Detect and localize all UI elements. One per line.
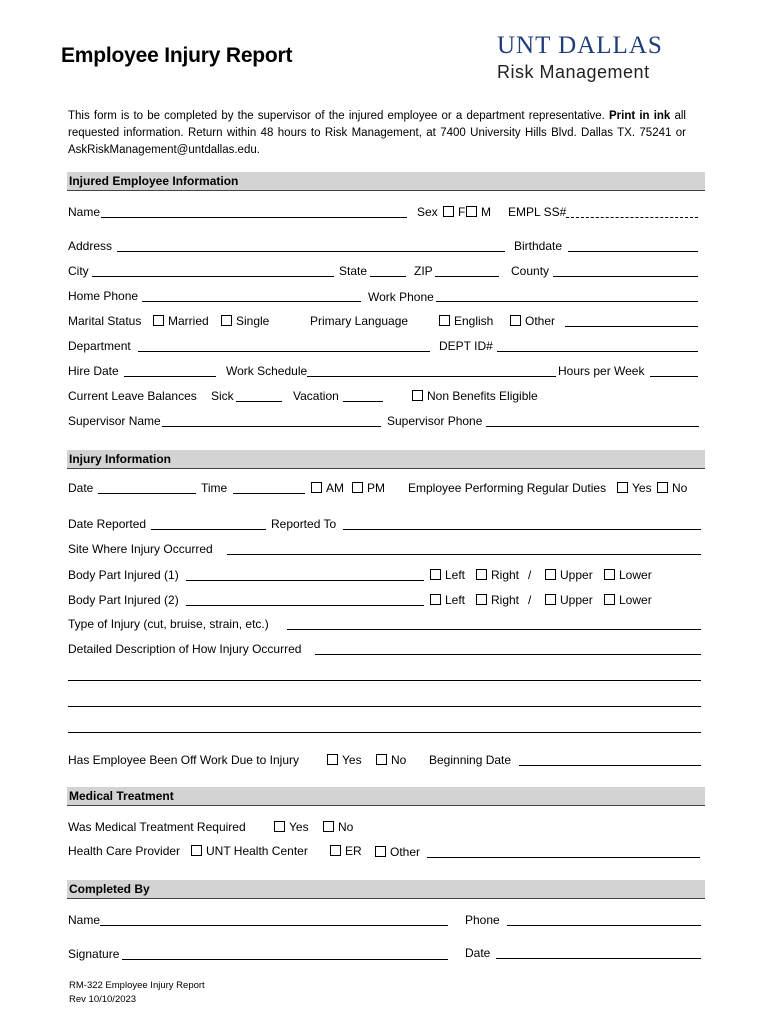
medical-no-checkbox[interactable] [323,821,334,832]
dept-id-label: DEPT ID# [439,339,493,353]
body-part-2-right-checkbox[interactable] [476,594,487,605]
page-title: Employee Injury Report [61,44,293,67]
body-part-1-lower-checkbox[interactable] [604,569,615,580]
description-field-line-1[interactable] [315,654,701,655]
date-reported-label: Date Reported [68,517,147,531]
beginning-date-field[interactable] [519,765,701,766]
injury-site-field[interactable] [227,554,701,555]
empl-ss-field[interactable] [566,217,698,218]
sex-m-checkbox[interactable] [466,206,477,217]
body-part-1-field[interactable] [186,580,424,581]
state-label: State [339,264,368,278]
home-phone-field[interactable] [142,301,361,302]
primary-language-label: Primary Language [310,314,409,328]
date-reported-field[interactable] [151,529,266,530]
injury-time-label: Time [201,481,228,495]
body-part-2-upper-checkbox[interactable] [545,594,556,605]
revision-date: Rev 10/10/2023 [69,994,137,1005]
department-field[interactable] [138,351,430,352]
supervisor-phone-field[interactable] [486,426,699,427]
body-part-1-right-checkbox[interactable] [476,569,487,580]
english-checkbox[interactable] [439,315,450,326]
injury-date-label: Date [68,481,94,495]
work-schedule-field[interactable] [307,376,556,377]
off-work-yes-checkbox[interactable] [327,754,338,765]
name-field[interactable] [101,217,407,218]
regular-duties-no-checkbox[interactable] [657,482,668,493]
completed-name-label: Name [68,913,101,927]
reported-to-label: Reported To [271,517,337,531]
marital-status-label: Marital Status [68,314,142,328]
body-part-1-upper-checkbox[interactable] [545,569,556,580]
completed-phone-label: Phone [465,913,500,927]
home-phone-label: Home Phone [68,289,139,303]
body-part-2-left-checkbox[interactable] [430,594,441,605]
supervisor-phone-label: Supervisor Phone [387,414,483,428]
single-checkbox[interactable] [221,315,232,326]
off-work-label: Has Employee Been Off Work Due to Injury [68,753,299,767]
name-label: Name [68,205,101,219]
sick-label: Sick [211,389,234,403]
section-completed-by: Completed By [67,880,705,899]
description-field-line-2[interactable] [68,680,701,681]
county-field[interactable] [553,276,698,277]
logo-unt-dallas: UNT DALLAS [497,32,663,59]
dept-id-field[interactable] [497,351,698,352]
city-field[interactable] [92,276,334,277]
body-part-1-label: Body Part Injured (1) [68,568,179,582]
er-checkbox[interactable] [330,845,341,856]
signature-label: Signature [68,947,120,961]
married-checkbox[interactable] [153,315,164,326]
injury-type-field[interactable] [287,629,701,630]
supervisor-name-field[interactable] [162,426,381,427]
regular-duties-yes-checkbox[interactable] [617,482,628,493]
sick-field[interactable] [236,401,282,402]
work-phone-label: Work Phone [368,290,434,304]
logo-risk-management: Risk Management [497,62,650,82]
description-label: Detailed Description of How Injury Occurred [68,642,302,656]
hours-per-week-field[interactable] [650,376,698,377]
pm-checkbox[interactable] [352,482,363,493]
hire-date-field[interactable] [124,376,216,377]
work-phone-field[interactable] [436,301,698,302]
address-field[interactable] [117,251,505,252]
zip-label: ZIP [414,264,433,278]
sex-label: Sex [417,205,438,219]
other-language-checkbox[interactable] [510,315,521,326]
hours-per-week-label: Hours per Week [558,364,645,378]
reported-to-field[interactable] [343,529,701,530]
birthdate-field[interactable] [568,251,698,252]
description-field-line-4[interactable] [68,732,701,733]
provider-other-checkbox[interactable] [375,846,386,857]
completed-name-field[interactable] [100,925,448,926]
county-label: County [511,264,550,278]
injury-site-label: Site Where Injury Occurred [68,542,213,556]
birthdate-label: Birthdate [514,239,563,253]
leave-balances-label: Current Leave Balances [68,389,197,403]
completed-date-label: Date [465,946,491,960]
vacation-label: Vacation [293,389,339,403]
supervisor-name-label: Supervisor Name [68,414,161,428]
body-part-2-label: Body Part Injured (2) [68,593,179,607]
injury-time-field[interactable] [233,493,305,494]
form-id: RM-322 Employee Injury Report [69,980,205,991]
provider-label: Health Care Provider [68,844,181,858]
work-schedule-label: Work Schedule [226,364,308,378]
other-language-field[interactable] [565,326,698,327]
injury-date-field[interactable] [98,493,196,494]
department-label: Department [68,339,131,353]
description-field-line-3[interactable] [68,706,701,707]
completed-phone-field[interactable] [507,925,701,926]
section-injury-information: Injury Information [67,450,705,469]
medical-required-label: Was Medical Treatment Required [68,820,246,834]
section-injured-employee: Injured Employee Information [67,172,705,191]
off-work-no-checkbox[interactable] [376,754,387,765]
completed-date-field[interactable] [496,958,701,959]
body-part-2-lower-checkbox[interactable] [604,594,615,605]
intro-text: This form is to be completed by the supervisor of the injured employee or a department representative. Print in ink all requested information. Return within 48 hours to Risk Management, at 7400 University Hills Blvd. Dallas TX. 75241 or AskRiskManagement@untdallas.edu. [68,110,686,156]
address-label: Address [68,239,113,253]
unt-health-center-checkbox[interactable] [191,845,202,856]
city-label: City [68,264,89,278]
state-field[interactable] [370,276,406,277]
zip-field[interactable] [435,276,499,277]
injury-type-label: Type of Injury (cut, bruise, strain, etc.) [68,617,269,631]
sex-f-checkbox[interactable] [443,206,454,217]
signature-field[interactable] [122,959,448,960]
empl-ss-label: EMPL SS# [508,205,567,219]
non-benefits-checkbox[interactable] [412,390,423,401]
body-part-2-field[interactable] [186,605,424,606]
regular-duties-label: Employee Performing Regular Duties [408,481,607,495]
body-part-1-left-checkbox[interactable] [430,569,441,580]
am-checkbox[interactable] [311,482,322,493]
vacation-field[interactable] [343,401,383,402]
beginning-date-label: Beginning Date [429,753,512,767]
hire-date-label: Hire Date [68,364,119,378]
medical-yes-checkbox[interactable] [274,821,285,832]
provider-other-field[interactable] [427,857,700,858]
section-medical-treatment: Medical Treatment [67,787,705,806]
